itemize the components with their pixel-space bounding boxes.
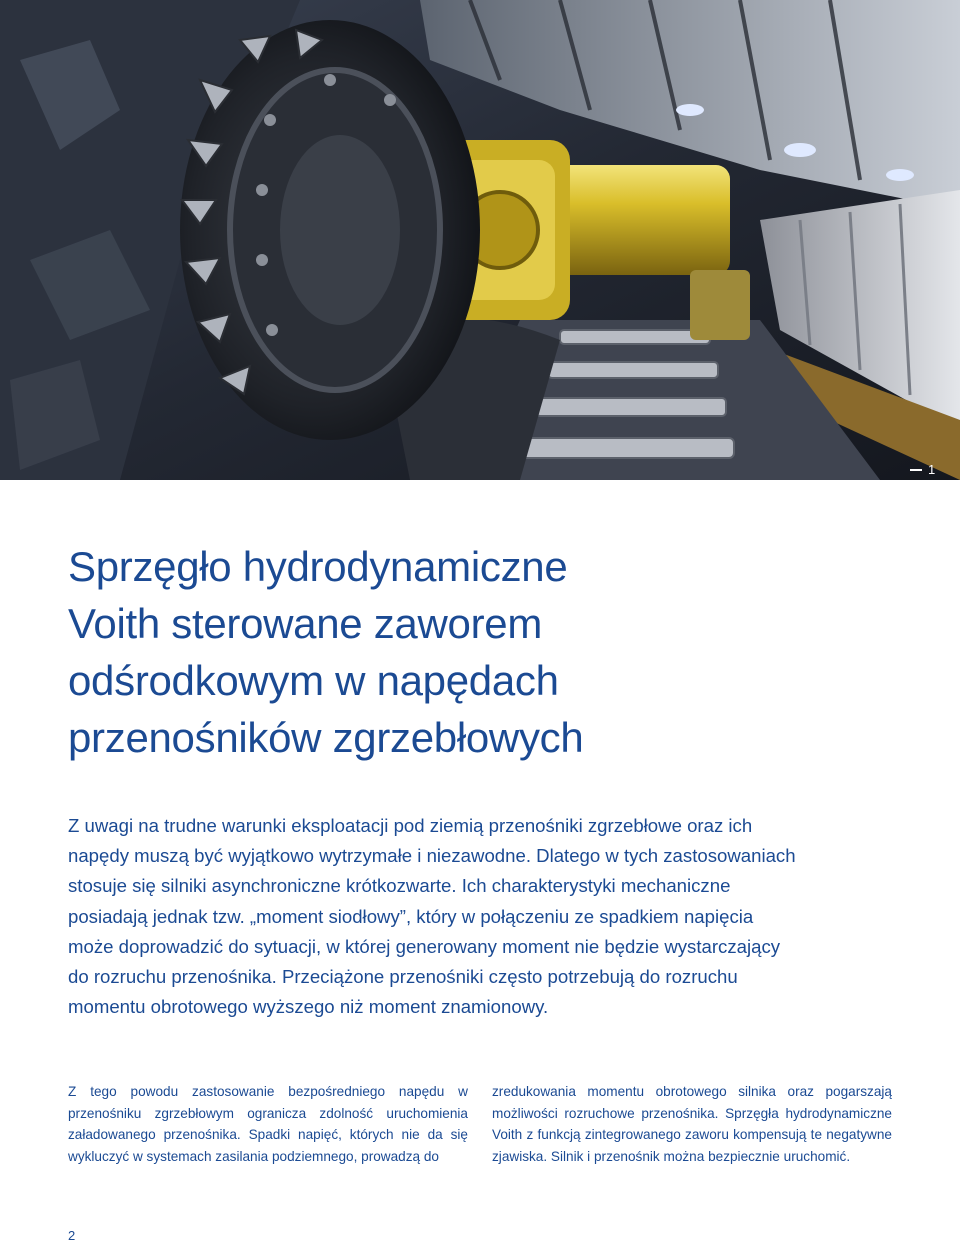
figure-number-marker xyxy=(910,460,960,480)
figure-marker-dash xyxy=(910,469,922,471)
mining-machine-illustration xyxy=(0,0,960,480)
title-line: odśrodkowym w napędach xyxy=(68,657,559,704)
body-column-right: zredukowania momentu obrotowego silnika oraz pogarszają możliwości rozruchowe przenośnika. Sprzęgła hydrodynamiczne Voith z funkcją zintegrowanego zaworu kompensują te negatywne zjawiska. Silnik i przenośnik można bezpiecznie uruchomić. xyxy=(492,1084,892,1164)
hero-photo xyxy=(0,0,960,480)
body-column-left: Z tego powodu zastosowanie bezpośredniego napędu w przenośniku zgrzebłowym ogranicza zdolność uruchomienia załadowanego przenośnika. Spadki napięć, których nie da się wykluczyć w systemach zasilania podziemnego, prowadzą do xyxy=(68,1084,468,1164)
title-line: przenośników zgrzebłowych xyxy=(68,714,584,761)
figure-number: 1 xyxy=(928,462,936,477)
title-line: Voith sterowane zaworem xyxy=(68,600,543,647)
page-title xyxy=(68,538,888,766)
page-number: 2 xyxy=(68,1228,76,1243)
title-line: Sprzęgło hydrodynamiczne xyxy=(68,543,568,590)
lead-paragraph: Z uwagi na trudne warunki eksploatacji pod ziemią przenośniki zgrzebłowe oraz ich napędy muszą być wyjątkowo wytrzymałe i niezawodne. Dlatego w tych zastosowaniach stosuje się silniki asynchroniczne krótkozwarte. Ich charakterystyki mechaniczne posiadają jednak tzw. „moment siodłowy”, który w połączeniu ze spadkiem napięcia może doprowadzić do sytuacji, w której generowany moment nie będzie wystarczający do rozruchu przenośnika. Przeciążone przenośniki często potrzebują do rozruchu momentu obrotowego wyższego niż moment znamionowy. xyxy=(68,815,796,1018)
